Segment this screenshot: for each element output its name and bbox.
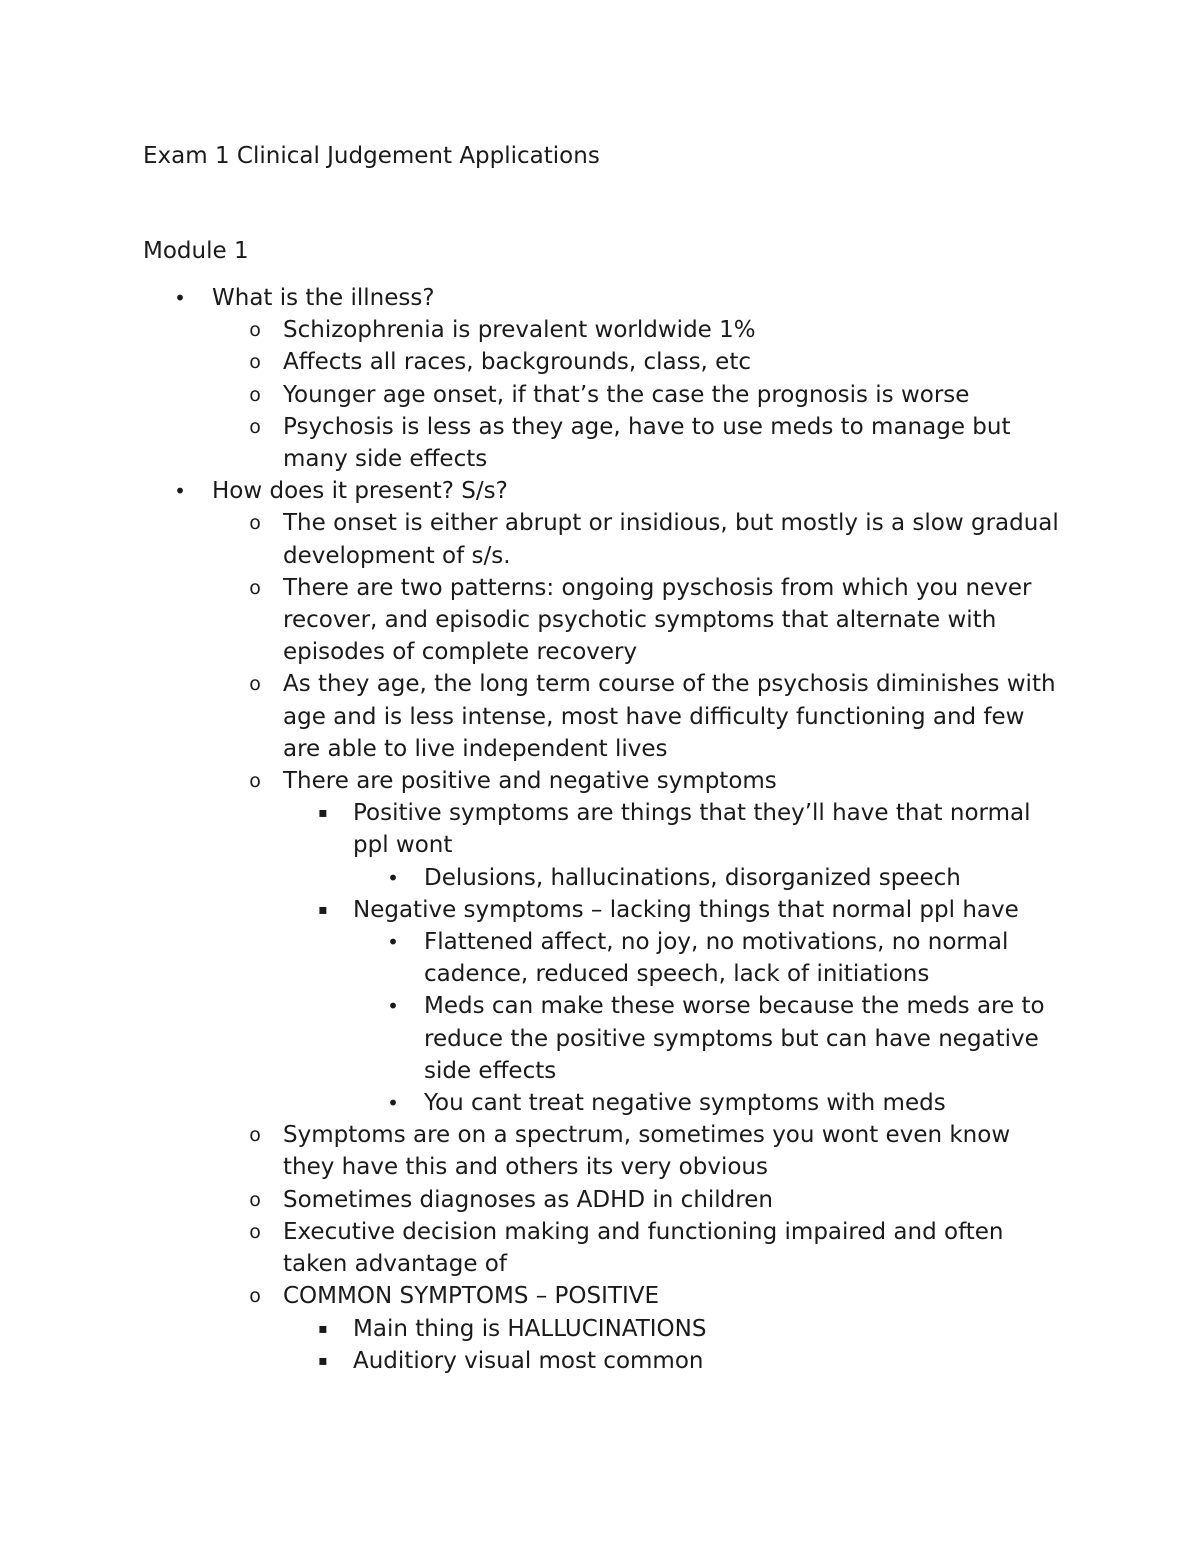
list-marker: o bbox=[249, 1124, 261, 1147]
list-marker: ▪ bbox=[318, 1352, 328, 1369]
outline-item-level-2 bbox=[0, 314, 1063, 346]
outline-item-text: Affects all races, backgrounds, class, etc bbox=[283, 349, 751, 376]
outline-item-level-3 bbox=[0, 1345, 1063, 1377]
list-marker: • bbox=[387, 1091, 399, 1116]
outline-item-level-2 bbox=[0, 507, 1063, 571]
outline-item-level-1 bbox=[0, 282, 1042, 314]
outline-item-level-2 bbox=[0, 668, 1063, 765]
outline-item-text: You cant treat negative symptoms with meds bbox=[424, 1090, 946, 1117]
list-marker: o bbox=[249, 1285, 261, 1308]
outline-item-level-1 bbox=[0, 475, 1042, 507]
outline-item-text: What is the illness? bbox=[212, 285, 435, 311]
outline-item-text: Younger age onset, if that’s the case the prognosis is worse bbox=[283, 381, 970, 408]
list-marker: o bbox=[249, 1188, 261, 1211]
outline-item-text: How does it present? S/s? bbox=[212, 478, 508, 505]
outline-item-text: Negative symptoms – lacking things that normal ppl have bbox=[353, 896, 1019, 923]
module-heading: Module 1 bbox=[143, 238, 249, 264]
list-marker: • bbox=[174, 479, 186, 504]
outline-item-text: There are two patterns: ongoing pyschosis from which you never recover, and episodic psychotic symptoms that alternate with episodes of complete recovery bbox=[283, 574, 1032, 666]
outline-item-level-2 bbox=[0, 1119, 1063, 1183]
outline-item-text: Delusions, hallucinations, disorganized speech bbox=[424, 864, 961, 891]
outline-item-level-4 bbox=[0, 1087, 1064, 1119]
list-marker: o bbox=[249, 770, 261, 793]
list-marker: • bbox=[387, 930, 399, 955]
outline-item-level-4 bbox=[0, 990, 1064, 1087]
notes-outline bbox=[0, 282, 1200, 1377]
list-marker: o bbox=[249, 512, 261, 535]
outline-item-level-2 bbox=[0, 1184, 1063, 1216]
outline-item-level-2 bbox=[0, 379, 1063, 411]
list-marker: o bbox=[249, 319, 261, 342]
list-marker: ▪ bbox=[318, 901, 328, 918]
outline-item-level-2 bbox=[0, 572, 1063, 669]
outline-item-level-2 bbox=[0, 1216, 1063, 1280]
outline-item-text: Flattened affect, no joy, no motivations, no normal cadence, reduced speech, lack of initiations bbox=[424, 929, 1009, 988]
outline-item-level-2 bbox=[0, 1280, 1063, 1312]
list-marker: o bbox=[249, 576, 261, 599]
outline-item-level-4 bbox=[0, 862, 1064, 894]
outline-item-text: Meds can make these worse because the meds are to reduce the positive symptoms but can have negative side effects bbox=[424, 993, 1045, 1084]
list-marker: ▪ bbox=[318, 805, 328, 822]
list-marker: o bbox=[249, 673, 261, 696]
outline-item-text: Sometimes diagnoses as ADHD in children bbox=[283, 1186, 773, 1213]
outline-item-text: There are positive and negative symptoms bbox=[283, 768, 777, 795]
list-marker: o bbox=[249, 383, 261, 406]
outline-item-text: Psychosis is less as they age, have to use meds to manage but many side effects bbox=[283, 413, 1011, 473]
outline-item-level-2 bbox=[0, 765, 1063, 797]
outline-item-level-3 bbox=[0, 1313, 1063, 1345]
outline-item-level-3 bbox=[0, 894, 1063, 926]
outline-item-text: Symptoms are on a spectrum, sometimes you wont even know they have this and others its very obvious bbox=[283, 1122, 1011, 1181]
outline-item-text: Executive decision making and functioning impaired and often taken advantage of bbox=[283, 1218, 1004, 1278]
list-marker: o bbox=[249, 1220, 261, 1243]
outline-item-text: As they age, the long term course of the psychosis diminishes with age and is less intense, most have difficulty functioning and few are able to live independent lives bbox=[283, 671, 1056, 762]
list-marker: • bbox=[387, 865, 399, 890]
outline-item-text: Positive symptoms are things that they’ll have that normal ppl wont bbox=[353, 800, 1031, 859]
outline-item-text: Schizophrenia is prevalent worldwide 1% bbox=[283, 317, 756, 344]
list-marker: o bbox=[249, 351, 261, 374]
outline-item-level-2 bbox=[0, 346, 1063, 378]
list-marker: • bbox=[174, 286, 186, 310]
list-marker: o bbox=[249, 415, 261, 438]
outline-item-text: The onset is either abrupt or insidious, but mostly is a slow gradual development of s/s. bbox=[283, 510, 1059, 569]
outline-item-level-3 bbox=[0, 797, 1063, 861]
document-title: Exam 1 Clinical Judgement Applications bbox=[143, 143, 600, 169]
list-marker: ▪ bbox=[318, 1320, 328, 1337]
outline-item-text: COMMON SYMPTOMS – POSITIVE bbox=[283, 1283, 660, 1310]
outline-item-text: Auditiory visual most common bbox=[353, 1347, 704, 1374]
list-marker: • bbox=[387, 994, 399, 1019]
outline-item-level-4 bbox=[0, 926, 1064, 990]
outline-item-text: Main thing is HALLUCINATIONS bbox=[353, 1315, 707, 1342]
outline-item-level-2 bbox=[0, 411, 1063, 475]
